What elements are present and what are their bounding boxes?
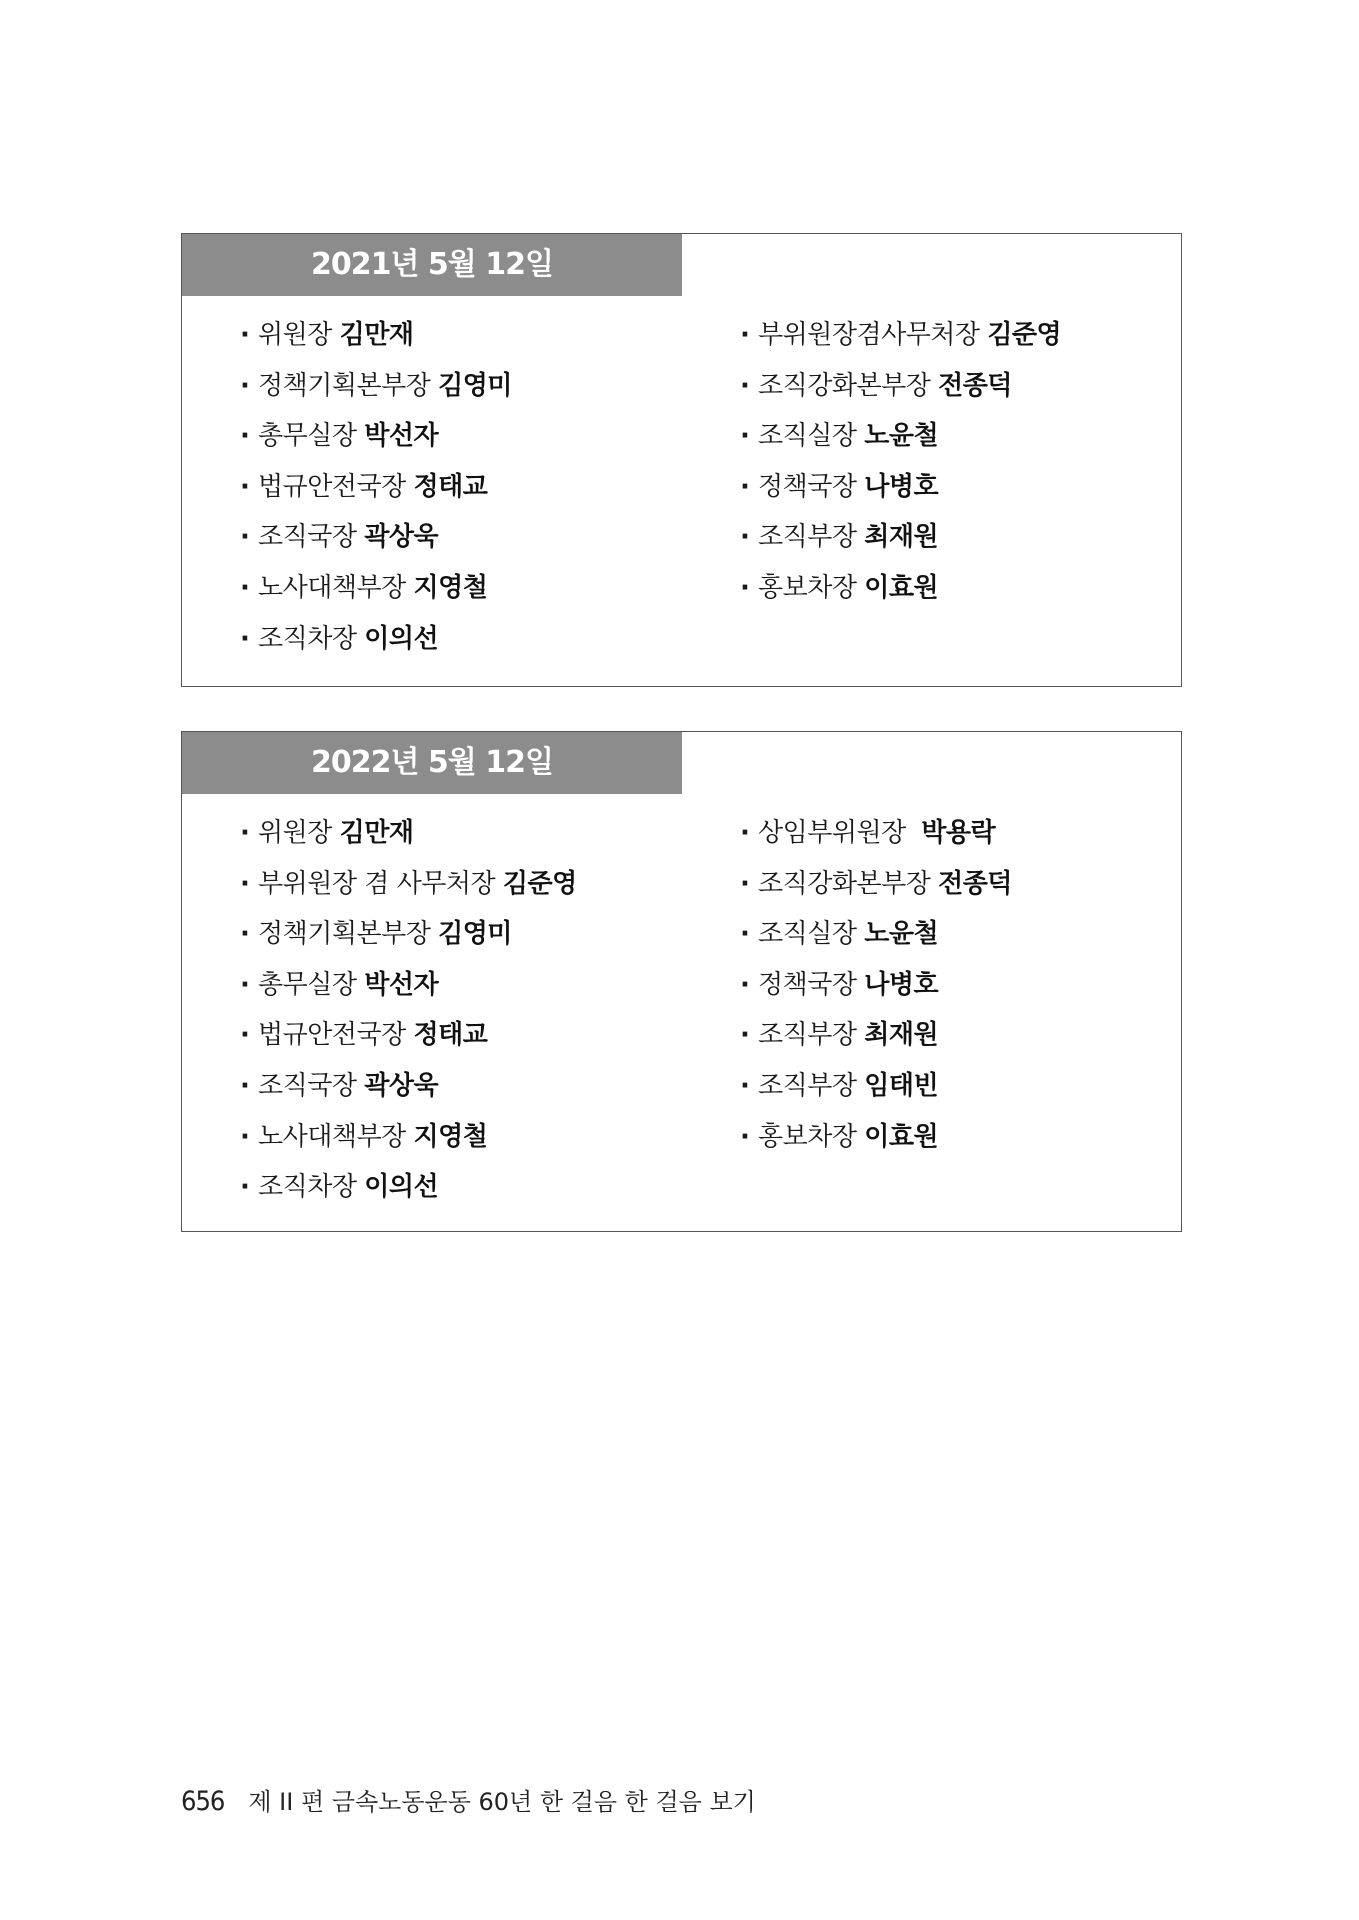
bullet-icon: · bbox=[740, 320, 750, 350]
person-name: 김영미 bbox=[438, 919, 512, 950]
person-name: 김준영 bbox=[502, 868, 577, 899]
list-item bbox=[740, 520, 1061, 571]
person-name: 이효원 bbox=[864, 1121, 939, 1152]
person-name: 곽상욱 bbox=[364, 1070, 439, 1101]
role: 부위원장 겸 사무처장 bbox=[258, 868, 496, 899]
person-name: 김준영 bbox=[987, 320, 1062, 350]
list-item bbox=[240, 470, 512, 521]
bullet-icon: · bbox=[240, 1020, 250, 1051]
person-name: 나병호 bbox=[864, 969, 939, 1000]
bullet-icon: · bbox=[740, 471, 750, 502]
role: 총무실장 bbox=[258, 421, 357, 452]
person-name: 곽상욱 bbox=[364, 522, 439, 553]
right-column bbox=[740, 318, 1061, 622]
person-name: 박선자 bbox=[364, 969, 439, 1000]
list-item bbox=[240, 369, 512, 420]
person-name: 김영미 bbox=[438, 370, 512, 401]
role: 정책국장 bbox=[758, 471, 857, 502]
role: 홍보차장 bbox=[758, 572, 857, 603]
left-column bbox=[240, 816, 577, 1221]
section-2022 bbox=[181, 731, 1182, 1232]
bullet-icon: · bbox=[240, 572, 250, 603]
bullet-icon: · bbox=[240, 370, 250, 401]
person-name: 최재원 bbox=[864, 1020, 939, 1051]
person-name: 박용락 bbox=[921, 818, 996, 848]
list-item bbox=[740, 571, 1061, 622]
bullet-icon: · bbox=[240, 1121, 250, 1152]
list-item bbox=[240, 622, 512, 673]
list-item bbox=[740, 470, 1061, 521]
bullet-icon: · bbox=[740, 1020, 750, 1051]
bullet-icon: · bbox=[740, 969, 750, 1000]
right-column bbox=[740, 816, 1012, 1170]
role: 정책국장 bbox=[758, 969, 857, 1000]
bullet-icon: · bbox=[740, 1070, 750, 1101]
role: 조직강화본부장 bbox=[758, 868, 931, 899]
person-name: 지영철 bbox=[413, 1121, 488, 1152]
bullet-icon: · bbox=[240, 320, 250, 350]
person-name: 나병호 bbox=[864, 471, 939, 502]
role: 조직국장 bbox=[258, 522, 357, 553]
bullet-icon: · bbox=[240, 818, 250, 848]
bullet-icon: · bbox=[240, 471, 250, 502]
role: 조직부장 bbox=[758, 522, 857, 553]
left-column bbox=[240, 318, 512, 672]
bullet-icon: · bbox=[240, 421, 250, 452]
role: 조직차장 bbox=[258, 1172, 357, 1203]
role: 조직부장 bbox=[758, 1020, 857, 1051]
role: 조직실장 bbox=[758, 919, 857, 950]
person-name: 김만재 bbox=[339, 818, 414, 848]
section-date-header: 2021년 5월 12일 bbox=[182, 234, 682, 296]
list-item bbox=[740, 419, 1061, 470]
role: 부위원장겸사무처장 bbox=[758, 320, 980, 350]
role: 법규안전국장 bbox=[258, 471, 406, 502]
bullet-icon: · bbox=[740, 868, 750, 899]
list-item bbox=[740, 1120, 1012, 1171]
section-date-header: 2022년 5월 12일 bbox=[182, 732, 682, 794]
person-name: 노윤철 bbox=[864, 919, 939, 950]
list-item bbox=[240, 520, 512, 571]
list-item bbox=[240, 968, 577, 1019]
person-name: 전종덕 bbox=[938, 868, 1012, 899]
person-name: 임태빈 bbox=[864, 1070, 939, 1101]
role: 정책기획본부장 bbox=[258, 919, 431, 950]
bullet-icon: · bbox=[740, 1121, 750, 1152]
role: 조직국장 bbox=[258, 1070, 357, 1101]
bullet-icon: · bbox=[240, 969, 250, 1000]
person-name: 정태교 bbox=[413, 1020, 488, 1051]
role: 조직차장 bbox=[258, 623, 357, 654]
bullet-icon: · bbox=[240, 868, 250, 899]
list-item bbox=[240, 867, 577, 918]
person-name: 노윤철 bbox=[864, 421, 939, 452]
person-name: 이효원 bbox=[864, 572, 939, 603]
list-item bbox=[740, 1069, 1012, 1120]
person-name: 이의선 bbox=[364, 1172, 439, 1203]
role: 위원장 bbox=[258, 320, 332, 350]
role: 홍보차장 bbox=[758, 1121, 857, 1152]
bullet-icon: · bbox=[740, 919, 750, 950]
role: 상임부위원장 bbox=[758, 818, 906, 848]
list-item bbox=[740, 968, 1012, 1019]
list-item bbox=[740, 369, 1061, 420]
role: 법규안전국장 bbox=[258, 1020, 406, 1051]
bullet-icon: · bbox=[740, 370, 750, 401]
role: 총무실장 bbox=[258, 969, 357, 1000]
list-item bbox=[740, 917, 1012, 968]
list-item bbox=[240, 816, 577, 867]
bullet-icon: · bbox=[740, 421, 750, 452]
section-2021 bbox=[181, 233, 1182, 687]
page-number: 656 bbox=[181, 1786, 225, 1817]
bullet-icon: · bbox=[240, 1172, 250, 1203]
list-item bbox=[240, 1018, 577, 1069]
bullet-icon: · bbox=[740, 522, 750, 553]
list-item bbox=[240, 419, 512, 470]
bullet-icon: · bbox=[740, 572, 750, 603]
list-item bbox=[740, 816, 1012, 867]
list-item bbox=[740, 1018, 1012, 1069]
person-name: 박선자 bbox=[364, 421, 439, 452]
role: 정책기획본부장 bbox=[258, 370, 431, 401]
list-item bbox=[240, 571, 512, 622]
person-name: 전종덕 bbox=[938, 370, 1012, 401]
person-name: 지영철 bbox=[413, 572, 488, 603]
role: 조직강화본부장 bbox=[758, 370, 931, 401]
list-item bbox=[240, 1170, 577, 1221]
bullet-icon: · bbox=[740, 818, 750, 848]
list-item bbox=[740, 318, 1061, 369]
bullet-icon: · bbox=[240, 919, 250, 950]
person-name: 이의선 bbox=[364, 623, 439, 654]
list-item bbox=[240, 1069, 577, 1120]
role: 조직부장 bbox=[758, 1070, 857, 1101]
role: 위원장 bbox=[258, 818, 332, 848]
person-name: 최재원 bbox=[864, 522, 939, 553]
list-item bbox=[240, 1120, 577, 1171]
role: 노사대책부장 bbox=[258, 1121, 406, 1152]
list-item bbox=[240, 917, 577, 968]
bullet-icon: · bbox=[240, 522, 250, 553]
person-name: 정태교 bbox=[413, 471, 488, 502]
role: 조직실장 bbox=[758, 421, 857, 452]
list-item bbox=[740, 867, 1012, 918]
list-item bbox=[240, 318, 512, 369]
role: 노사대책부장 bbox=[258, 572, 406, 603]
bullet-icon: · bbox=[240, 623, 250, 654]
page-footer bbox=[181, 1782, 756, 1817]
person-name: 김만재 bbox=[339, 320, 414, 350]
running-title: 제 II 편 금속노동운동 60년 한 걸음 한 걸음 보기 bbox=[248, 1788, 756, 1816]
bullet-icon: · bbox=[240, 1070, 250, 1101]
